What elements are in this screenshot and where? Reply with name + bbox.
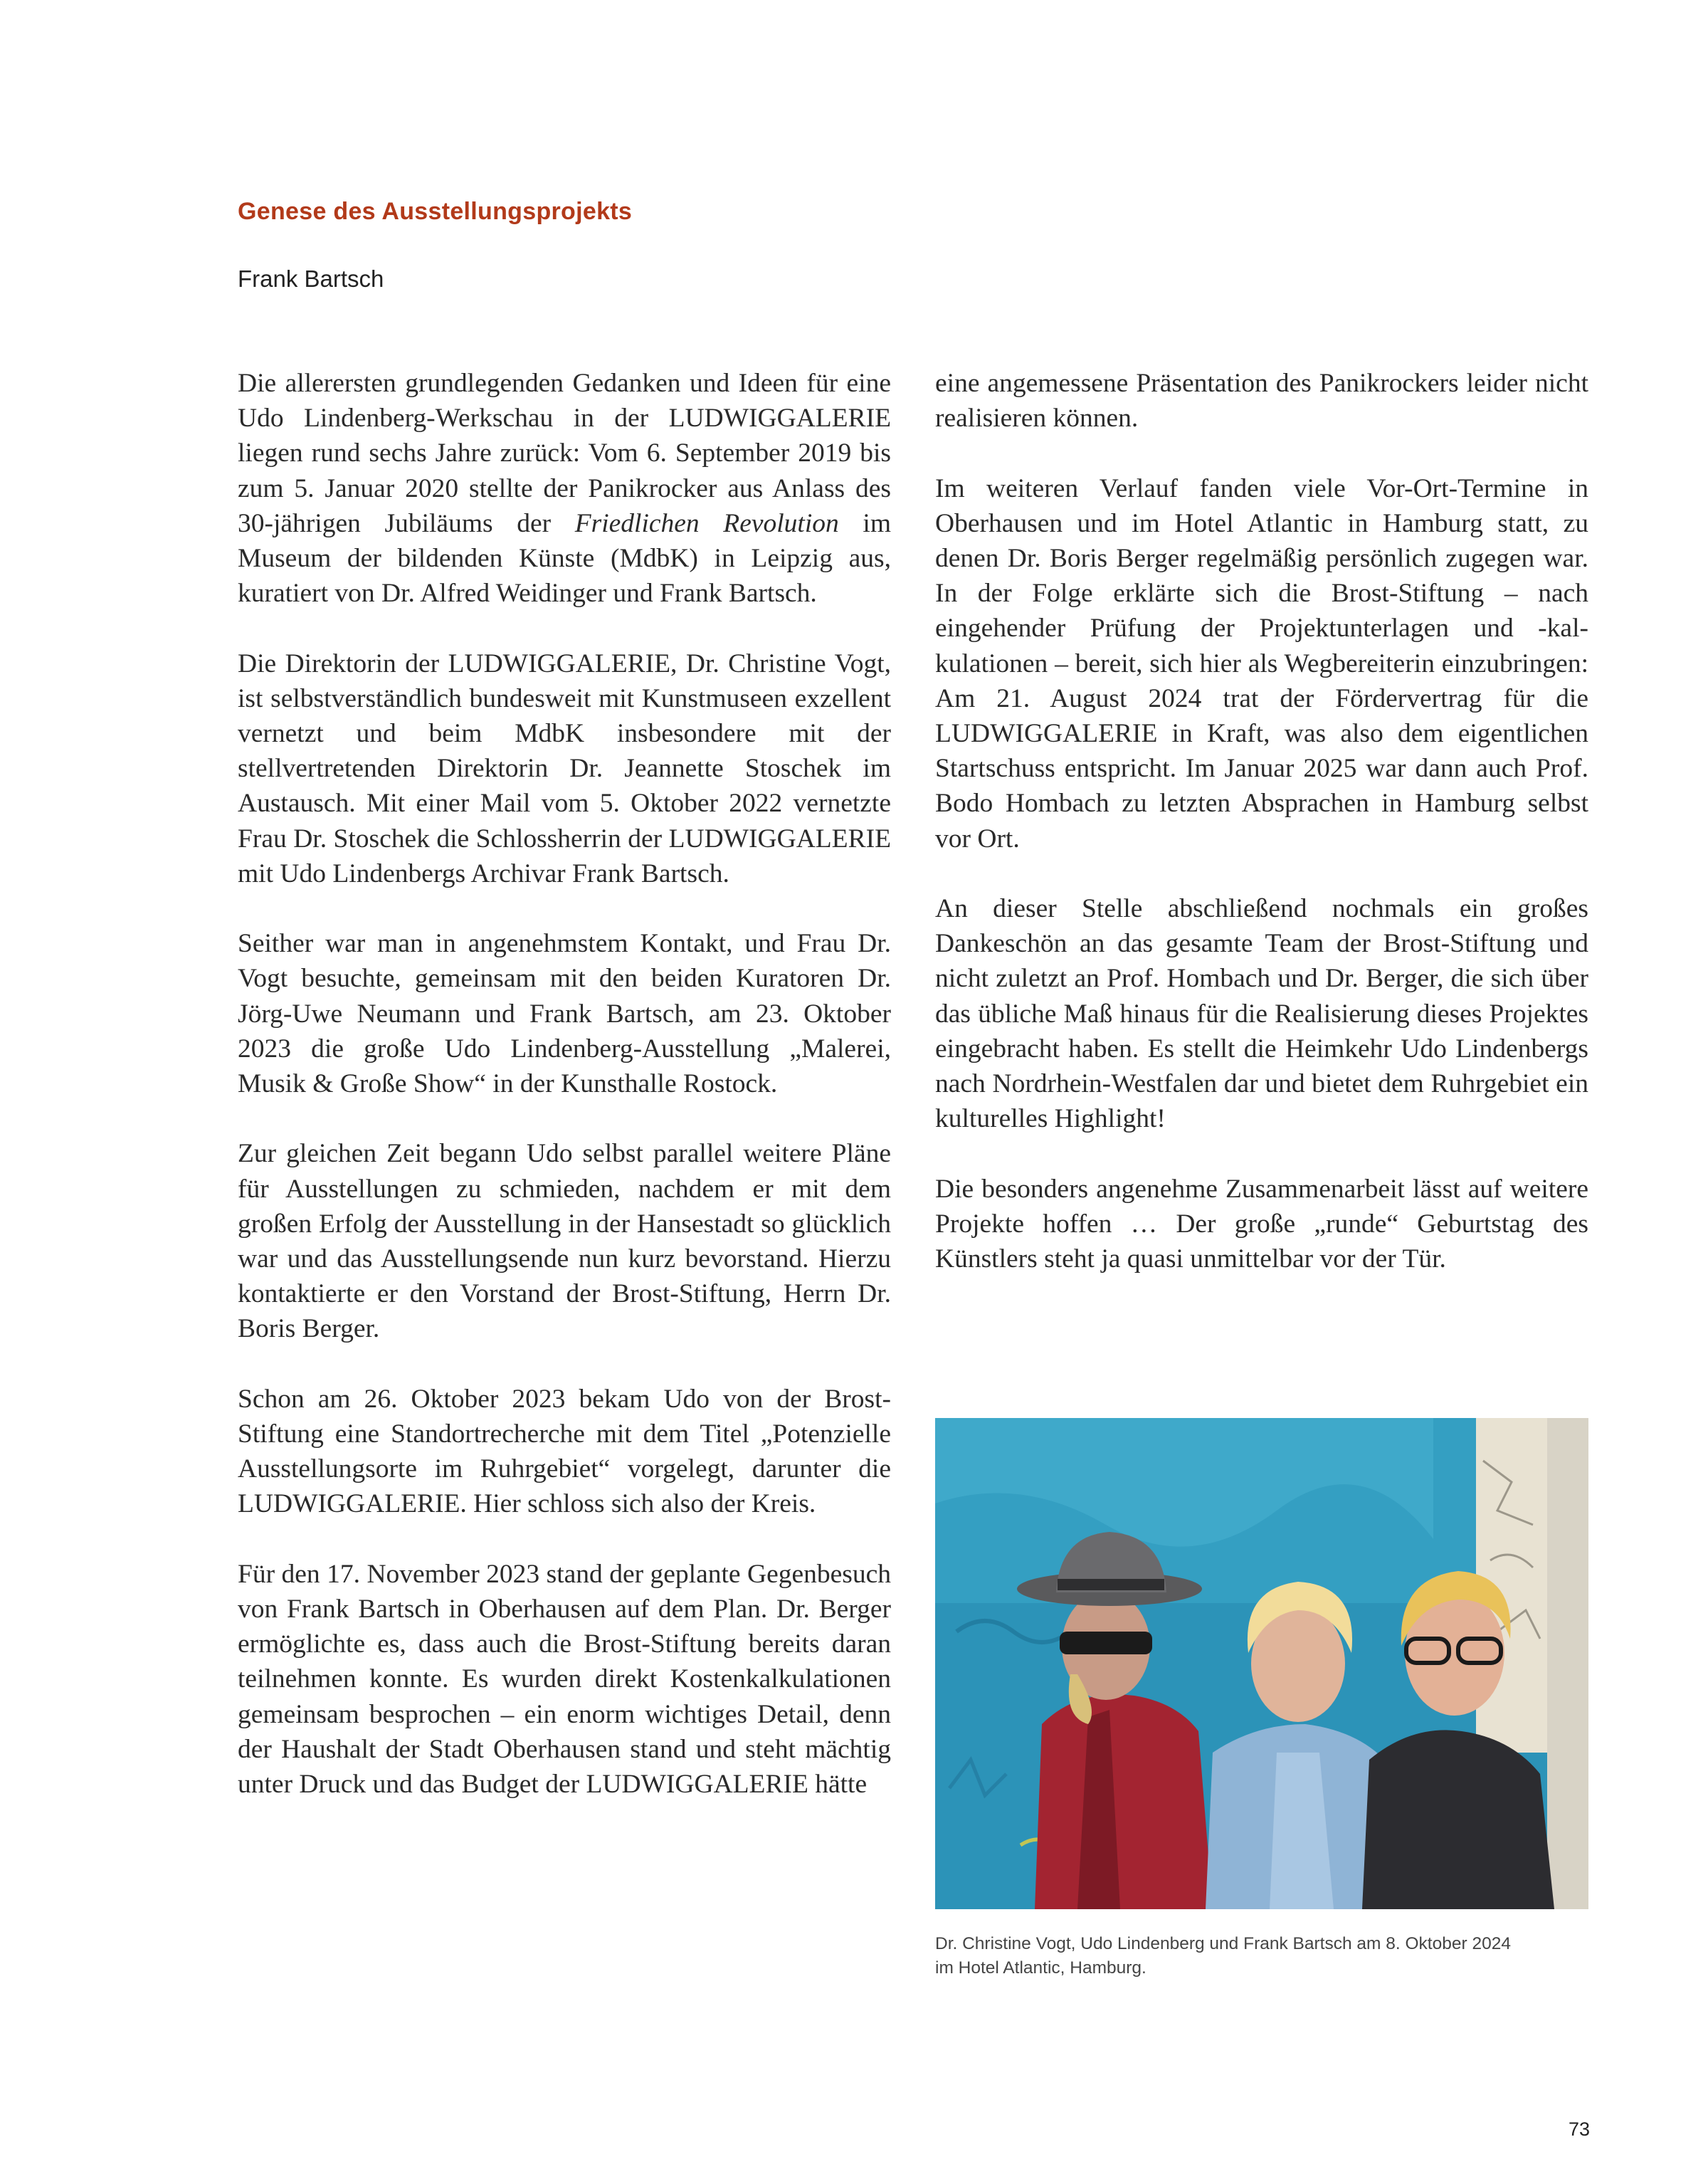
caption-line: im Hotel Atlantic, Hamburg.	[935, 1958, 1146, 1978]
right-column	[935, 366, 1588, 1311]
left-column	[238, 366, 891, 1837]
paragraph: Im weiteren Verlauf fanden viele Vor-Ort-Termine in Oberhausen und im Hotel Atlantic in Hamburg statt, zu denen Dr. Boris Berger regelmäßig persönlich zugegen war. In der Folge erklärte sich die Brost-Stiftung – nach eingehender Prüfung der Projektunterlagen und -kalkulationen – bereit, sich hier als Wegbereiterin einzubringen: Am 21. August 2024 trat der Fördervertrag für die LUDWIGGALERIE in Kraft, was also dem eigentlichen Startschuss entspricht. Im Januar 2025 war dann auch Prof. Bodo Hombach zu letzten Absprachen in Hamburg selbst vor Ort.	[935, 473, 1588, 854]
paragraph: Die besonders angenehme Zusammenarbeit lässt auf weitere Projekte hoffen … Der große „runde“ Geburtstag des Künstlers steht ja quasi unmittelbar vor der Tür.	[935, 1174, 1588, 1274]
paragraph: eine angemessene Präsentation des Panikrockers leider nicht realisieren können.	[935, 369, 1588, 434]
page-number: 73	[1568, 2118, 1590, 2140]
author-name: Frank Bartsch	[238, 266, 384, 292]
article-heading: Genese des Ausstellungsprojekts	[238, 198, 633, 225]
paragraph: Die Direktorin der LUDWIGGALERIE, Dr. Christine Vogt, ist selbstverständlich bundesweit mit Kunstmuseen exzellent vernetzt und beim MdbK insbesondere mit der stellvertretenden Direktorin Dr. Jeannette Stoschek im Austausch. Mit einer Mail vom 5. Oktober 2022 vernetzte Frau Dr. Stoschek die Schlossherrin der LUDWIGGALERIE mit Udo Lindenbergs Archivar Frank Bartsch.	[238, 648, 891, 888]
paragraph: Schon am 26. Oktober 2023 bekam Udo von der Brost-Stiftung eine Standortrecherche mit dem Titel „Potenzielle Ausstellungsorte im Ruhrgebiet“ vorgelegt, darunter die LUDWIGGALERIE. Hier schloss sich also der Kreis.	[238, 1384, 891, 1519]
paragraph: An dieser Stelle abschließend nochmals ein großes Dankeschön an das gesamte Team der Brost-Stiftung und nicht zuletzt an Prof. Hombach und Dr. Berger, die sich über das übliche Maß hinaus für die Realisierung dieses Projektes eingebracht haben. Es stellt die Heimkehr Udo Lindenbergs nach Nordrhein-Westfalen dar und bietet dem Ruhrgebiet ein kulturelles Highlight!	[935, 894, 1588, 1134]
group-photo	[935, 1418, 1588, 1909]
caption-line: Dr. Christine Vogt, Udo Lindenberg und Frank Bartsch am 8. Oktober 2024	[935, 1934, 1511, 1953]
emphasis-text: Friedlichen Revolution	[574, 508, 839, 538]
paragraph: Zur gleichen Zeit begann Udo selbst parallel weitere Pläne für Ausstellungen zu schmieden, nachdem er mit dem großen Erfolg der Ausstellung in der Hansestadt so glücklich war und das Ausstellungsende nun kurz bevorstand. Hierzu kontaktierte er den Vorstand der Brost-Stiftung, Herrn Dr. Boris Berger.	[238, 1139, 891, 1344]
paragraph: Die allerersten grundlegenden Gedanken und Ideen für eine Udo Lindenberg-Werkschau in der LUDWIGGALERIE liegen rund sechs Jahre zurück: Vom 6. September 2019 bis zum 5. Januar 2020 stellte der Panikrocker aus Anlass des 30-jährigen Jubiläums der Friedlichen Revolution im Museum der bildenden Künste (MdbK) in Leipzig aus, kuratiert von Dr. Alfred Weidinger und Frank Bartsch.	[238, 369, 891, 609]
paragraph: Für den 17. November 2023 stand der geplante Gegenbesuch von Frank Bartsch in Oberhausen auf dem Plan. Dr. Berger ermöglichte es, dass auch die Brost-Stiftung bereits daran teilnehmen konnte. Es wurden direkt Kostenkalkulationen gemeinsam besprochen – ein enorm wichtiges Detail, denn der Haushalt der Stadt Oberhausen stand und steht mächtig unter Druck und das Budget der LUDWIGGALERIE hätte	[238, 1559, 891, 1800]
photo-caption	[935, 1932, 1588, 1980]
paragraph: Seither war man in angenehmstem Kontakt, und Frau Dr. Vogt besuchte, gemeinsam mit den beiden Kuratoren Dr. Jörg-Uwe Neumann und Frank Bartsch, am 23. Oktober 2023 die große Udo Lindenberg-Ausstellung „Malerei, Musik & Große Show“ in der Kunsthalle Rostock.	[238, 929, 891, 1099]
